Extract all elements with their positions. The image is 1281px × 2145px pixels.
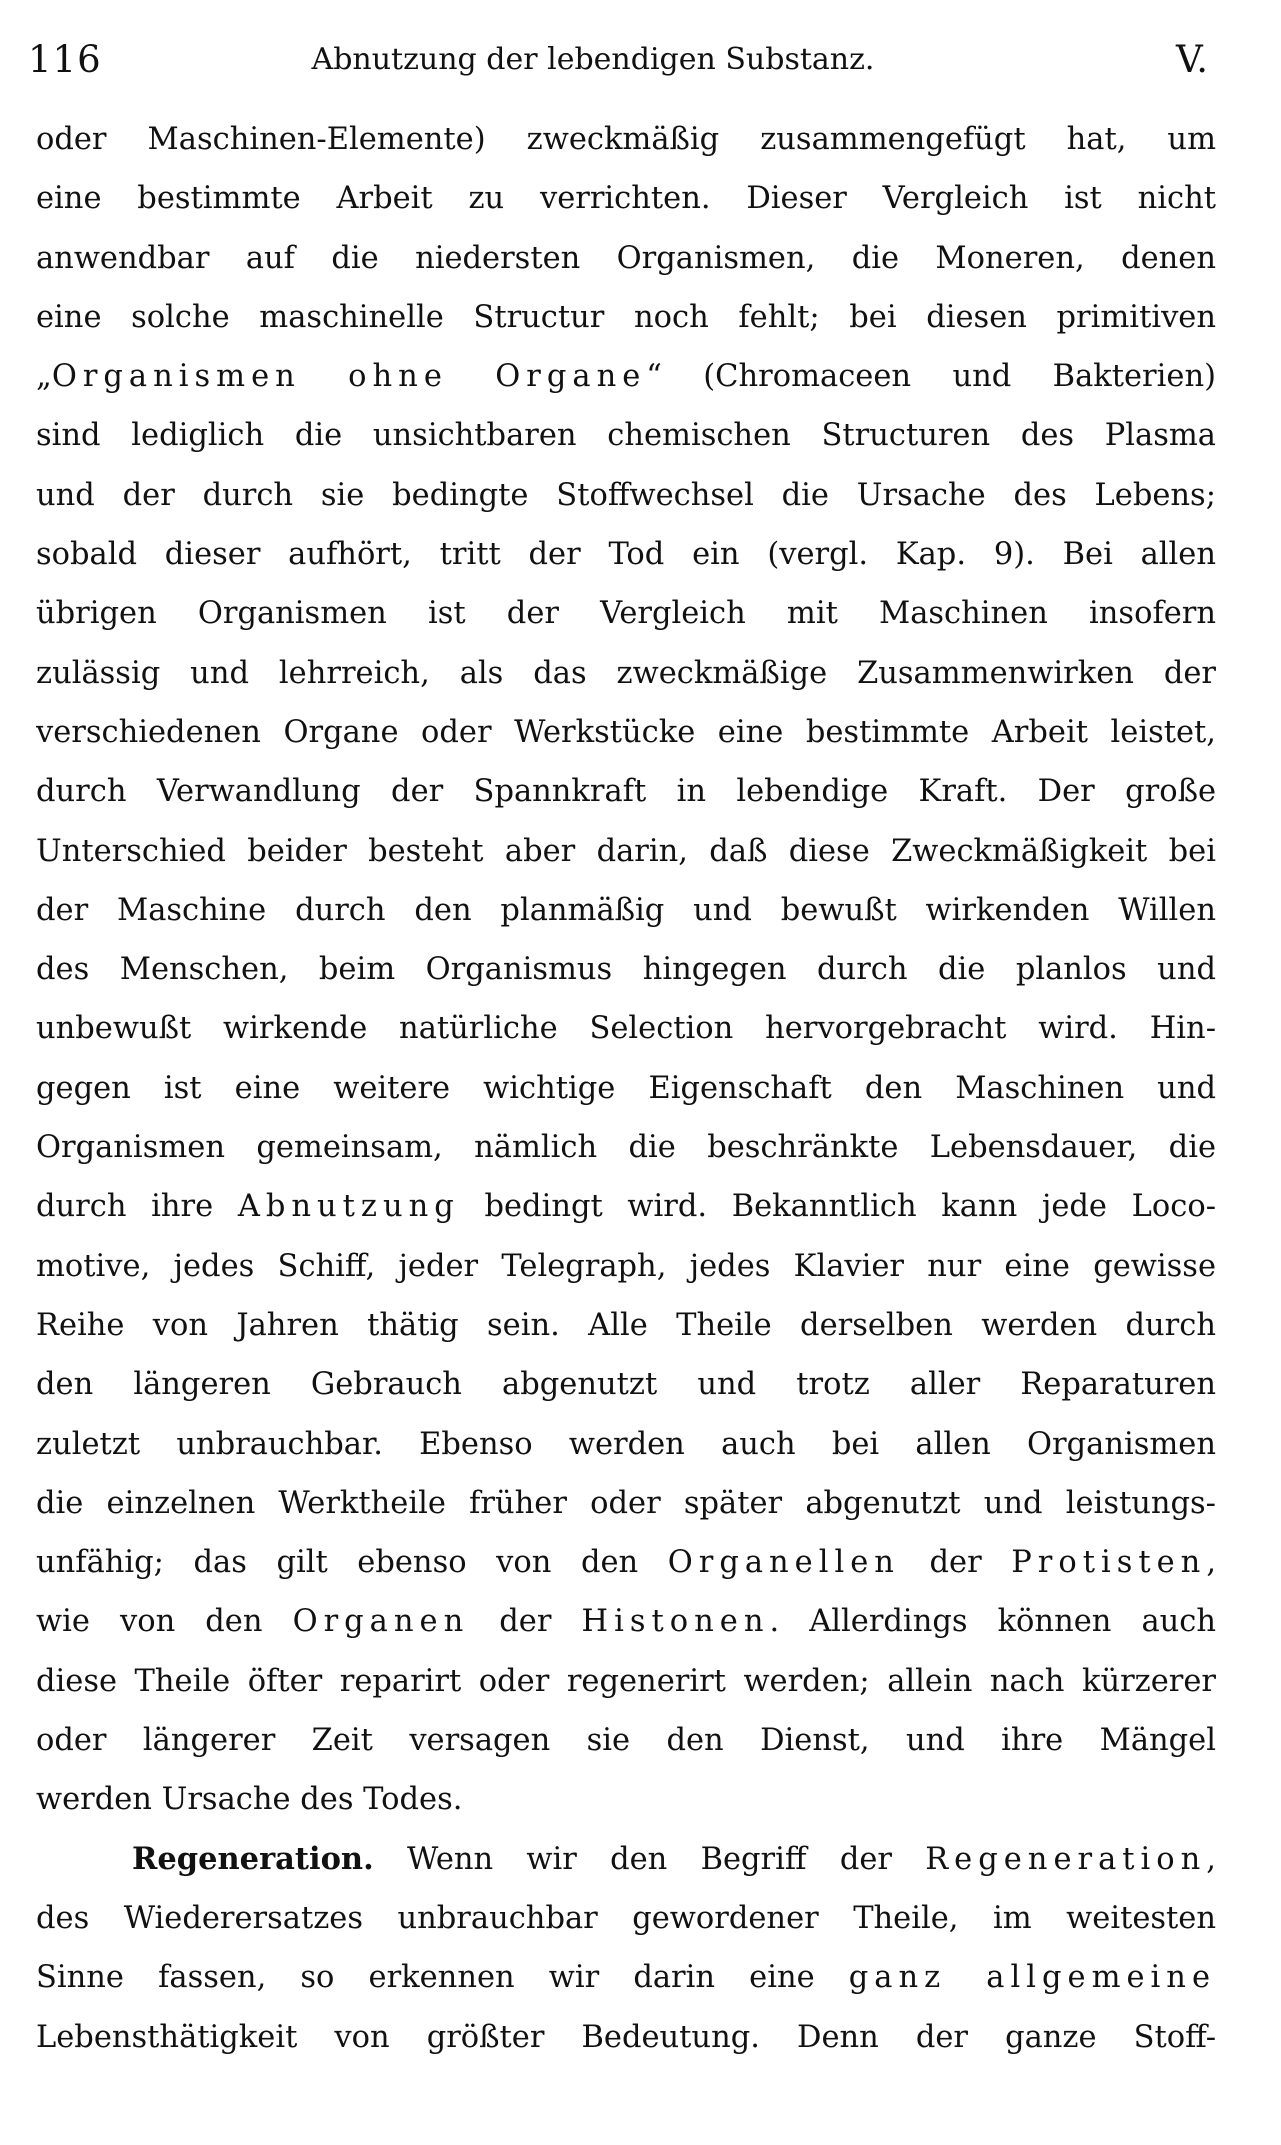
text-line: werden Ursache des Todes. [36, 1782, 463, 1818]
text-line: anwendbar auf die niedersten Organismen, die Moneren, denen [36, 240, 1216, 276]
text-line: „Organismen ohne Organe“ (Chromaceen und Bakterien) [36, 359, 1216, 395]
spaced-emphasis: Regeneration [925, 1841, 1207, 1877]
text-line: und der durch sie bedingte Stoffwechsel die Ursache des Lebens; [36, 477, 1216, 513]
text-line: oder längerer Zeit versagen sie den Dienst, und ihre Mängel [36, 1723, 1216, 1759]
text-line: zulässig und lehrreich, als das zweckmäßige Zusammenwirken der [36, 655, 1216, 691]
running-head: Abnutzung der lebendigen Substanz. [311, 42, 875, 77]
text-line: des Menschen, beim Organismus hingegen durch die planlos und [36, 952, 1216, 988]
text-line: unfähig; das gilt ebenso von den Organellen der Protisten, [36, 1545, 1216, 1581]
spaced-emphasis: Organen [292, 1604, 470, 1640]
body-text [36, 110, 1216, 2067]
text-line: sind lediglich die unsichtbaren chemischen Structuren des Plasma [36, 418, 1216, 454]
text-line: eine bestimmte Arbeit zu verrichten. Dieser Vergleich ist nicht [36, 181, 1216, 217]
text-line: übrigen Organismen ist der Vergleich mit Maschinen insofern [36, 596, 1216, 632]
text-line: unbewußt wirkende natürliche Selection hervorgebracht wird. Hin- [36, 1011, 1216, 1047]
text-line: Reihe von Jahren thätig sein. Alle Theile derselben werden durch [36, 1307, 1216, 1343]
chapter-number: V. [1175, 38, 1208, 81]
text-line: verschiedenen Organe oder Werkstücke eine bestimmte Arbeit leistet, [36, 714, 1216, 750]
text-line: Unterschied beider besteht aber darin, daß diese Zweckmäßigkeit bei [36, 833, 1216, 869]
page-header [28, 30, 1208, 90]
spaced-emphasis: Histonen [581, 1604, 770, 1640]
text-line: Organismen gemeinsam, nämlich die beschränkte Lebensdauer, die [36, 1130, 1216, 1166]
text-line: wie von den Organen der Histonen. Allerdings können auch [36, 1604, 1216, 1640]
text-line: Regeneration. Wenn wir den Begriff der Regeneration, [132, 1840, 1216, 1877]
spaced-emphasis: Organismen ohne Organe [51, 359, 647, 395]
spaced-emphasis: Abnutzung [237, 1189, 460, 1225]
text-line: Sinne fassen, so erkennen wir darin eine ganz allgemeine [36, 1960, 1216, 1996]
page-number: 116 [28, 38, 102, 81]
text-line: die einzelnen Werktheile früher oder später abgenutzt und leistungs- [36, 1485, 1216, 1521]
text-line: gegen ist eine weitere wichtige Eigenschaft den Maschinen und [36, 1070, 1216, 1106]
text-line: Lebensthätigkeit von größter Bedeutung. Denn der ganze Stoff- [36, 2019, 1216, 2055]
section-heading: Regeneration. [132, 1840, 374, 1877]
text-line: sobald dieser aufhört, tritt der Tod ein (vergl. Kap. 9). Bei allen [36, 537, 1216, 573]
text-line: durch ihre Abnutzung bedingt wird. Bekanntlich kann jede Loco- [36, 1189, 1216, 1225]
text-line: oder Maschinen-Elemente) zweckmäßig zusammengefügt hat, um [36, 122, 1216, 157]
text-line: der Maschine durch den planmäßig und bewußt wirkenden Willen [36, 892, 1216, 928]
text-line: durch Verwandlung der Spannkraft in lebendige Kraft. Der große [36, 774, 1216, 810]
text-line: des Wiederersatzes unbrauchbar gewordener Theile, im weitesten [36, 1900, 1216, 1936]
spaced-emphasis: Protisten [1011, 1545, 1207, 1581]
text-line: eine solche maschinelle Structur noch fehlt; bei diesen primitiven [36, 299, 1216, 335]
text-line: zuletzt unbrauchbar. Ebenso werden auch bei allen Organismen [36, 1426, 1216, 1462]
text-line: diese Theile öfter reparirt oder regenerirt werden; allein nach kürzerer [36, 1663, 1216, 1699]
text-line: motive, jedes Schiff, jeder Telegraph, jedes Klavier nur eine gewisse [36, 1248, 1216, 1284]
spaced-emphasis: ganz allgemeine [848, 1960, 1216, 1996]
text-line: den längeren Gebrauch abgenutzt und trotz aller Reparaturen [36, 1367, 1216, 1403]
spaced-emphasis: Organellen [667, 1545, 900, 1581]
